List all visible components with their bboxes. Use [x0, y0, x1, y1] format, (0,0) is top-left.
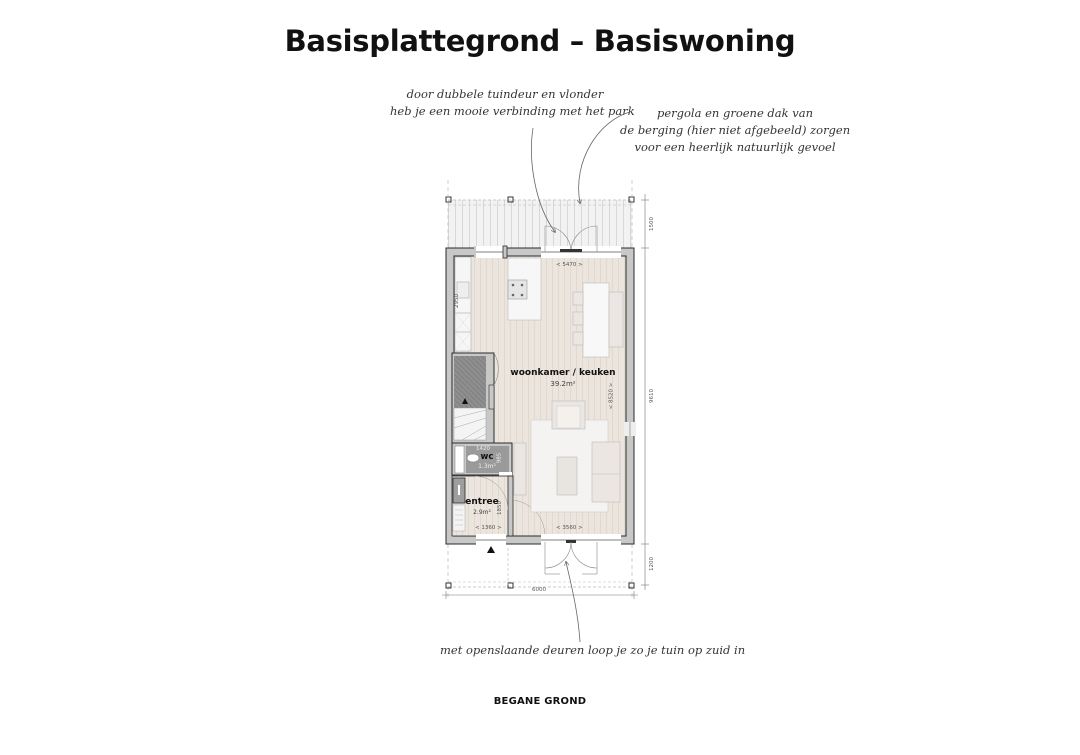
annotation-line: met openslaande deuren loop je zo je tuin op zuid in [440, 643, 746, 657]
annotation-line: heb je een mooie verbinding met het park [390, 104, 635, 118]
room-area-living: 39.2m² [550, 380, 576, 388]
dim-kitchen-length: 2950 [454, 294, 460, 308]
kitchen-island [508, 258, 541, 320]
dim-house-depth: 9610 [649, 389, 655, 403]
room-area-entrance: 2.9m² [473, 509, 491, 516]
dim-living-width-bottom: < 3560 > [556, 525, 583, 531]
room-label-living: woonkamer / keuken [510, 368, 616, 378]
dim-entrance-width: < 1360 > [475, 525, 502, 531]
staircase [452, 353, 498, 443]
right-wall-window [624, 422, 636, 436]
dim-terrace-back: 1500 [649, 217, 655, 231]
floor-label: BEGANE GROND [493, 696, 587, 707]
entrance-arrow-icon [487, 546, 495, 553]
annotation-line: de berging (hier niet afgebeeld) zorgen [620, 123, 851, 137]
annotation-line: pergola en groene dak van [656, 106, 814, 120]
annotation-line: voor een heerlijk natuurlijk gevoel [634, 140, 836, 154]
room-label-entrance: entree [465, 497, 499, 507]
dim-wc-depth: 985 [496, 452, 503, 464]
front-yard [446, 548, 634, 588]
dim-entrance-depth: 1850 [497, 501, 503, 515]
dim-living-depth: < 8520 > [608, 382, 615, 410]
dim-front-yard: 1200 [649, 557, 655, 571]
dim-total-width: 6000 [532, 587, 546, 593]
page-title: Basisplattegrond – Basiswoning [284, 24, 796, 58]
dim-interior-width-top: < 5470 > [556, 262, 583, 268]
dim-wc-width: 1420 [476, 446, 490, 452]
front-wall-openings [476, 534, 621, 574]
room-label-wc: wc [480, 452, 494, 462]
annotation-line: door dubbele tuindeur en vlonder [406, 87, 604, 101]
room-area-wc: 1.3m² [478, 463, 496, 470]
